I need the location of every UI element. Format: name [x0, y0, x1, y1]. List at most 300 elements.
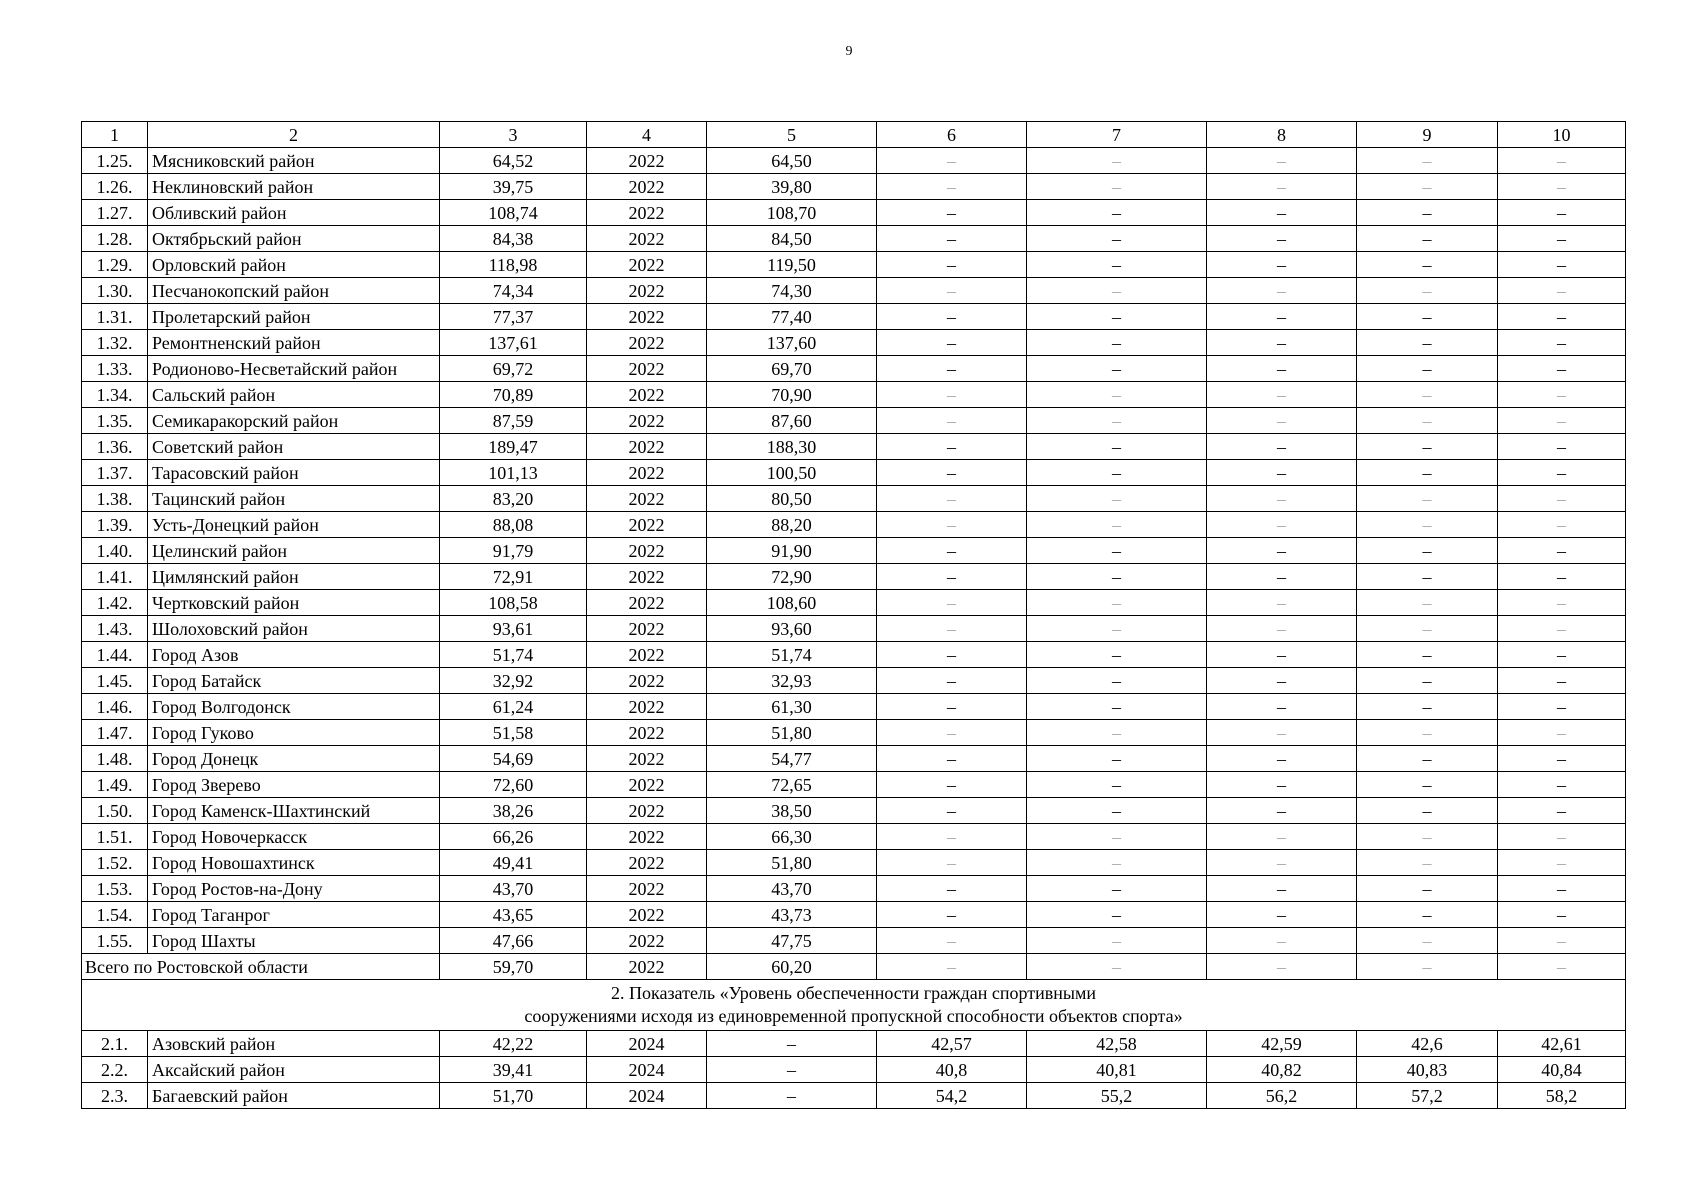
row-number: 1.33.	[82, 356, 148, 382]
row-number: 1.41.	[82, 564, 148, 590]
row-number: 1.34.	[82, 382, 148, 408]
value-cell: –	[1027, 408, 1207, 434]
table-row	[82, 512, 1626, 538]
value-cell: –	[1027, 694, 1207, 720]
value-cell: –	[877, 486, 1027, 512]
value-cell: –	[1498, 668, 1626, 694]
value-cell: 72,90	[707, 564, 877, 590]
value-cell: –	[1498, 148, 1626, 174]
value-cell: 2022	[587, 304, 707, 330]
district-name: Город Батайск	[148, 668, 440, 694]
district-name: Октябрьский район	[148, 226, 440, 252]
value-cell: –	[1498, 486, 1626, 512]
value-cell: –	[1498, 902, 1626, 928]
value-cell: –	[1207, 928, 1357, 954]
value-cell: –	[1207, 798, 1357, 824]
value-cell: –	[1027, 278, 1207, 304]
value-cell: –	[707, 1057, 877, 1083]
table-row	[82, 772, 1626, 798]
value-cell: –	[1357, 408, 1498, 434]
table-row	[82, 746, 1626, 772]
value-cell: –	[1207, 174, 1357, 200]
value-cell: 40,82	[1207, 1057, 1357, 1083]
value-cell: –	[877, 720, 1027, 746]
value-cell: –	[1207, 746, 1357, 772]
value-cell: –	[877, 330, 1027, 356]
value-cell: 2022	[587, 668, 707, 694]
value-cell: –	[1027, 668, 1207, 694]
value-cell: 60,20	[707, 954, 877, 980]
value-cell: –	[1027, 304, 1207, 330]
table-row	[82, 824, 1626, 850]
row-number: 1.52.	[82, 850, 148, 876]
value-cell: 64,50	[707, 148, 877, 174]
value-cell: 64,52	[440, 148, 587, 174]
value-cell: –	[1498, 746, 1626, 772]
value-cell: –	[1027, 252, 1207, 278]
row-number: 1.45.	[82, 668, 148, 694]
row-number: 1.25.	[82, 148, 148, 174]
value-cell: –	[877, 772, 1027, 798]
value-cell: –	[1027, 746, 1207, 772]
value-cell: –	[877, 356, 1027, 382]
value-cell: –	[877, 408, 1027, 434]
district-name: Семикаракорский район	[148, 408, 440, 434]
value-cell: –	[1207, 408, 1357, 434]
value-cell: –	[1498, 408, 1626, 434]
value-cell: –	[1027, 486, 1207, 512]
district-name: Город Новочеркасск	[148, 824, 440, 850]
section-heading-line: 2. Показатель «Уровень обеспеченности граждан спортивными	[610, 983, 1096, 1003]
value-cell: –	[1207, 356, 1357, 382]
value-cell: –	[1498, 356, 1626, 382]
value-cell: –	[1027, 772, 1207, 798]
value-cell: 51,80	[707, 850, 877, 876]
value-cell: 91,79	[440, 538, 587, 564]
value-cell: –	[1498, 798, 1626, 824]
value-cell: –	[1207, 902, 1357, 928]
value-cell: –	[1498, 304, 1626, 330]
district-name: Пролетарский район	[148, 304, 440, 330]
value-cell: –	[1207, 382, 1357, 408]
column-number: 10	[1498, 122, 1626, 148]
value-cell: –	[1357, 486, 1498, 512]
value-cell: 39,80	[707, 174, 877, 200]
district-name: Мясниковский район	[148, 148, 440, 174]
value-cell: –	[1357, 512, 1498, 538]
value-cell: 2022	[587, 174, 707, 200]
row-number: 1.44.	[82, 642, 148, 668]
value-cell: –	[1498, 434, 1626, 460]
value-cell: –	[1207, 772, 1357, 798]
row-number: 1.43.	[82, 616, 148, 642]
district-name: Город Таганрог	[148, 902, 440, 928]
value-cell: –	[1207, 512, 1357, 538]
value-cell: 66,30	[707, 824, 877, 850]
value-cell: –	[877, 252, 1027, 278]
value-cell: –	[1027, 824, 1207, 850]
table-row	[82, 330, 1626, 356]
row-number: 1.55.	[82, 928, 148, 954]
value-cell: 84,38	[440, 226, 587, 252]
value-cell: 66,26	[440, 824, 587, 850]
value-cell: –	[1027, 330, 1207, 356]
value-cell: –	[1207, 226, 1357, 252]
value-cell: 54,77	[707, 746, 877, 772]
value-cell: 2022	[587, 746, 707, 772]
value-cell: –	[1498, 590, 1626, 616]
value-cell: –	[1207, 252, 1357, 278]
value-cell: –	[1357, 330, 1498, 356]
value-cell: 42,58	[1027, 1031, 1207, 1057]
value-cell: 87,60	[707, 408, 877, 434]
table-row	[82, 538, 1626, 564]
value-cell: –	[1027, 954, 1207, 980]
value-cell: –	[1027, 460, 1207, 486]
district-name: Город Каменск-Шахтинский	[148, 798, 440, 824]
column-number: 8	[1207, 122, 1357, 148]
row-number: 1.47.	[82, 720, 148, 746]
value-cell: –	[877, 694, 1027, 720]
row-number: 1.32.	[82, 330, 148, 356]
value-cell: 2022	[587, 200, 707, 226]
value-cell: 47,66	[440, 928, 587, 954]
value-cell: –	[1498, 330, 1626, 356]
value-cell: 39,41	[440, 1057, 587, 1083]
value-cell: –	[1357, 746, 1498, 772]
value-cell: 2022	[587, 252, 707, 278]
value-cell: 42,22	[440, 1031, 587, 1057]
district-name: Советский район	[148, 434, 440, 460]
value-cell: 2022	[587, 408, 707, 434]
value-cell: –	[1207, 434, 1357, 460]
value-cell: 84,50	[707, 226, 877, 252]
value-cell: –	[1027, 642, 1207, 668]
value-cell: 51,58	[440, 720, 587, 746]
district-name: Аксайский район	[148, 1057, 440, 1083]
value-cell: –	[1498, 824, 1626, 850]
district-name: Город Шахты	[148, 928, 440, 954]
value-cell: 32,92	[440, 668, 587, 694]
value-cell: –	[1027, 434, 1207, 460]
value-cell: 69,70	[707, 356, 877, 382]
district-name: Сальский район	[148, 382, 440, 408]
value-cell: –	[1357, 356, 1498, 382]
value-cell: –	[1357, 304, 1498, 330]
value-cell: –	[1027, 356, 1207, 382]
district-name: Город Новошахтинск	[148, 850, 440, 876]
row-number: 2.1.	[82, 1031, 148, 1057]
value-cell: –	[1027, 590, 1207, 616]
value-cell: –	[1357, 616, 1498, 642]
value-cell: –	[1207, 148, 1357, 174]
row-number: 1.48.	[82, 746, 148, 772]
value-cell: 51,70	[440, 1083, 587, 1109]
value-cell: 42,61	[1498, 1031, 1626, 1057]
value-cell: 2022	[587, 772, 707, 798]
value-cell: 51,80	[707, 720, 877, 746]
section-heading	[82, 980, 1626, 1031]
value-cell: –	[1357, 720, 1498, 746]
data-table	[81, 121, 1626, 1109]
value-cell: –	[1027, 928, 1207, 954]
value-cell: –	[1357, 226, 1498, 252]
value-cell: 2022	[587, 850, 707, 876]
value-cell: –	[1498, 772, 1626, 798]
value-cell: –	[877, 590, 1027, 616]
value-cell: –	[1027, 564, 1207, 590]
value-cell: –	[877, 564, 1027, 590]
column-number: 7	[1027, 122, 1207, 148]
value-cell: –	[1357, 538, 1498, 564]
value-cell: –	[877, 148, 1027, 174]
value-cell: 2022	[587, 564, 707, 590]
value-cell: 108,70	[707, 200, 877, 226]
value-cell: –	[877, 304, 1027, 330]
value-cell: –	[1498, 564, 1626, 590]
district-name: Город Волгодонск	[148, 694, 440, 720]
value-cell: 2022	[587, 226, 707, 252]
district-name: Ремонтненский район	[148, 330, 440, 356]
value-cell: 2022	[587, 460, 707, 486]
value-cell: –	[877, 382, 1027, 408]
district-name: Азовский район	[148, 1031, 440, 1057]
value-cell: –	[1357, 850, 1498, 876]
value-cell: –	[1498, 174, 1626, 200]
value-cell: 188,30	[707, 434, 877, 460]
value-cell: –	[1207, 564, 1357, 590]
value-cell: 108,60	[707, 590, 877, 616]
table-row	[82, 590, 1626, 616]
row-number: 1.28.	[82, 226, 148, 252]
value-cell: 2022	[587, 590, 707, 616]
value-cell: –	[1357, 668, 1498, 694]
value-cell: –	[1207, 200, 1357, 226]
value-cell: –	[707, 1031, 877, 1057]
value-cell: 43,65	[440, 902, 587, 928]
table-row	[82, 200, 1626, 226]
value-cell: 57,2	[1357, 1083, 1498, 1109]
value-cell: 119,50	[707, 252, 877, 278]
value-cell: 2022	[587, 876, 707, 902]
value-cell: 54,69	[440, 746, 587, 772]
value-cell: –	[1498, 694, 1626, 720]
value-cell: –	[1498, 278, 1626, 304]
column-number-row	[82, 122, 1626, 148]
value-cell: –	[877, 278, 1027, 304]
district-name: Город Ростов-на-Дону	[148, 876, 440, 902]
value-cell: 2022	[587, 148, 707, 174]
value-cell: 88,08	[440, 512, 587, 538]
value-cell: 43,70	[440, 876, 587, 902]
value-cell: –	[1357, 382, 1498, 408]
value-cell: –	[1498, 382, 1626, 408]
value-cell: –	[1357, 200, 1498, 226]
column-number: 4	[587, 122, 707, 148]
value-cell: 61,24	[440, 694, 587, 720]
value-cell: –	[877, 642, 1027, 668]
value-cell: –	[1357, 772, 1498, 798]
row-number: 1.53.	[82, 876, 148, 902]
value-cell: 2024	[587, 1057, 707, 1083]
value-cell: –	[1357, 928, 1498, 954]
district-name: Шолоховский район	[148, 616, 440, 642]
row-number: 1.35.	[82, 408, 148, 434]
value-cell: –	[1207, 720, 1357, 746]
value-cell: 56,2	[1207, 1083, 1357, 1109]
row-number: 1.50.	[82, 798, 148, 824]
value-cell: 43,73	[707, 902, 877, 928]
value-cell: –	[1498, 876, 1626, 902]
value-cell: –	[1498, 512, 1626, 538]
value-cell: 77,40	[707, 304, 877, 330]
value-cell: –	[1027, 538, 1207, 564]
table-row	[82, 564, 1626, 590]
value-cell: 38,50	[707, 798, 877, 824]
row-number: 2.3.	[82, 1083, 148, 1109]
value-cell: –	[1357, 434, 1498, 460]
value-cell: 2022	[587, 486, 707, 512]
table-row	[82, 226, 1626, 252]
value-cell: –	[1207, 824, 1357, 850]
value-cell: 51,74	[440, 642, 587, 668]
table-row	[82, 616, 1626, 642]
value-cell: 189,47	[440, 434, 587, 460]
table-row	[82, 434, 1626, 460]
value-cell: 2022	[587, 642, 707, 668]
table-row	[82, 174, 1626, 200]
value-cell: –	[1357, 252, 1498, 278]
value-cell: 87,59	[440, 408, 587, 434]
district-name: Неклиновский район	[148, 174, 440, 200]
value-cell: –	[877, 174, 1027, 200]
value-cell: –	[1027, 174, 1207, 200]
value-cell: –	[1357, 902, 1498, 928]
district-name: Город Гуково	[148, 720, 440, 746]
table-row	[82, 668, 1626, 694]
value-cell: 2022	[587, 382, 707, 408]
value-cell: –	[1498, 252, 1626, 278]
table-row	[82, 850, 1626, 876]
row-number: 1.31.	[82, 304, 148, 330]
value-cell: –	[1207, 850, 1357, 876]
value-cell: 80,50	[707, 486, 877, 512]
column-number: 2	[148, 122, 440, 148]
row-number: 1.54.	[82, 902, 148, 928]
table-row	[82, 1031, 1626, 1057]
value-cell: –	[1498, 616, 1626, 642]
table-row	[82, 304, 1626, 330]
value-cell: 2022	[587, 824, 707, 850]
value-cell: –	[1207, 486, 1357, 512]
district-name: Целинский район	[148, 538, 440, 564]
value-cell: 47,75	[707, 928, 877, 954]
value-cell: –	[1498, 850, 1626, 876]
value-cell: 2022	[587, 538, 707, 564]
district-name: Город Донецк	[148, 746, 440, 772]
district-name: Город Азов	[148, 642, 440, 668]
value-cell: 108,58	[440, 590, 587, 616]
value-cell: –	[1498, 928, 1626, 954]
value-cell: 39,75	[440, 174, 587, 200]
row-number: 1.26.	[82, 174, 148, 200]
value-cell: 72,60	[440, 772, 587, 798]
value-cell: 2024	[587, 1031, 707, 1057]
district-name: Усть-Донецкий район	[148, 512, 440, 538]
table-row	[82, 356, 1626, 382]
column-number: 6	[877, 122, 1027, 148]
value-cell: 55,2	[1027, 1083, 1207, 1109]
row-number: 1.39.	[82, 512, 148, 538]
district-name: Цимлянский район	[148, 564, 440, 590]
value-cell: 2022	[587, 902, 707, 928]
value-cell: 2022	[587, 330, 707, 356]
value-cell: 38,26	[440, 798, 587, 824]
value-cell: 40,84	[1498, 1057, 1626, 1083]
value-cell: 58,2	[1498, 1083, 1626, 1109]
column-number: 3	[440, 122, 587, 148]
value-cell: –	[1207, 642, 1357, 668]
value-cell: 118,98	[440, 252, 587, 278]
value-cell: –	[1357, 590, 1498, 616]
district-name: Тацинский район	[148, 486, 440, 512]
value-cell: –	[1357, 798, 1498, 824]
value-cell: 74,34	[440, 278, 587, 304]
table-row	[82, 642, 1626, 668]
value-cell: –	[1027, 200, 1207, 226]
value-cell: –	[877, 460, 1027, 486]
value-cell: –	[1207, 460, 1357, 486]
value-cell: 77,37	[440, 304, 587, 330]
row-number: 1.27.	[82, 200, 148, 226]
value-cell: 2022	[587, 720, 707, 746]
value-cell: –	[1498, 720, 1626, 746]
value-cell: –	[877, 226, 1027, 252]
row-number: 1.36.	[82, 434, 148, 460]
value-cell: –	[1207, 876, 1357, 902]
table-row	[82, 1057, 1626, 1083]
value-cell: –	[877, 798, 1027, 824]
section-heading-line: сооружениями исходя из единовременной пропускной способности объектов спорта»	[524, 1006, 1183, 1026]
value-cell: 2022	[587, 694, 707, 720]
value-cell: 72,65	[707, 772, 877, 798]
value-cell: 74,30	[707, 278, 877, 304]
value-cell: –	[1357, 460, 1498, 486]
value-cell: 93,60	[707, 616, 877, 642]
value-cell: –	[877, 512, 1027, 538]
value-cell: –	[1207, 590, 1357, 616]
value-cell: –	[1498, 642, 1626, 668]
value-cell: 2022	[587, 512, 707, 538]
value-cell: –	[1027, 616, 1207, 642]
value-cell: 40,8	[877, 1057, 1027, 1083]
value-cell: 137,61	[440, 330, 587, 356]
value-cell: 61,30	[707, 694, 877, 720]
value-cell: 2022	[587, 356, 707, 382]
value-cell: 54,2	[877, 1083, 1027, 1109]
value-cell: 2022	[587, 616, 707, 642]
district-name: Багаевский район	[148, 1083, 440, 1109]
value-cell: 2022	[587, 798, 707, 824]
value-cell: –	[1207, 538, 1357, 564]
value-cell: –	[877, 928, 1027, 954]
value-cell: –	[1357, 876, 1498, 902]
value-cell: 42,57	[877, 1031, 1027, 1057]
table-row	[82, 486, 1626, 512]
district-name: Чертковский район	[148, 590, 440, 616]
value-cell: 101,13	[440, 460, 587, 486]
value-cell: 42,59	[1207, 1031, 1357, 1057]
